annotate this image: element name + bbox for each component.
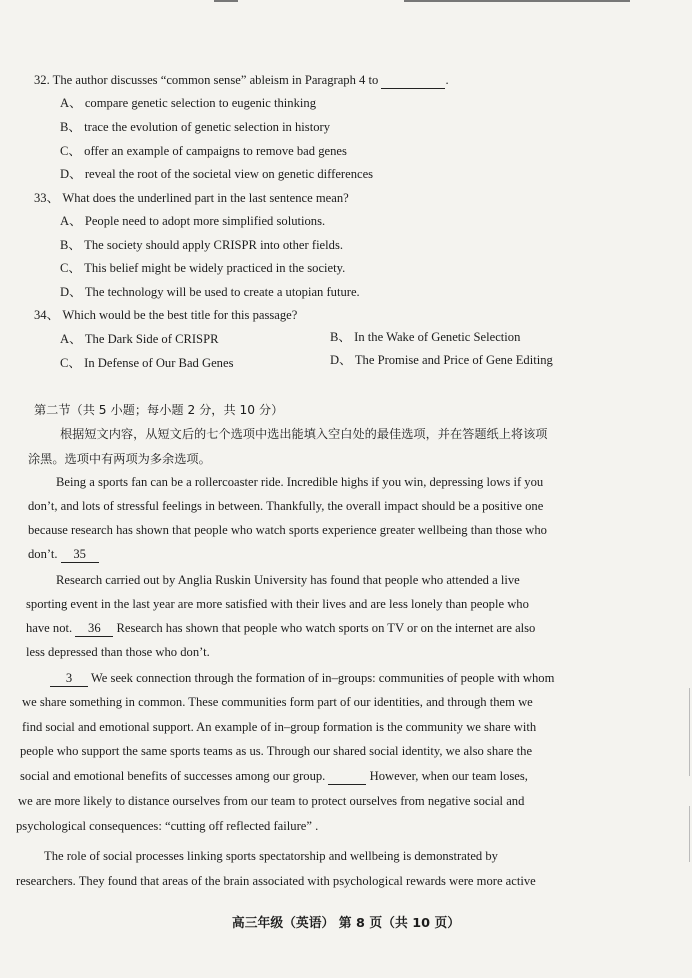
section-heading: 第二节（共 5 小题；每小题 2 分，共 10 分）	[34, 403, 284, 417]
passage-line: less depressed than those who don’t.	[26, 645, 210, 659]
question-34-option-a: A、 The Dark Side of CRISPR	[60, 332, 219, 346]
passage-line	[20, 768, 528, 785]
passage-line	[26, 620, 535, 637]
passage-line: because research has shown that people who watch sports experience greater wellbeing than those who	[28, 523, 547, 537]
question-34-stem: 34、 Which would be the best title for this passage?	[34, 308, 298, 322]
question-32-option-b: B、 trace the evolution of genetic selection in history	[60, 120, 330, 134]
question-34-option-b: B、 In the Wake of Genetic Selection	[330, 330, 521, 344]
question-33-stem: 33、 What does the underlined part in the last sentence mean?	[34, 191, 349, 205]
passage-line: don’t, and lots of stressful feelings in between. Thankfully, the overall impact should be a positive one	[28, 499, 544, 513]
question-32-option-a: A、 compare genetic selection to eugenic thinking	[60, 96, 316, 110]
question-33-option-c: C、 This belief might be widely practiced in the society.	[60, 261, 346, 275]
passage-text: However, when our team loses,	[369, 769, 528, 783]
scan-edge-line	[689, 806, 690, 862]
passage-line: people who support the same sports teams as us. Through our shared social identity, we also share the	[20, 744, 533, 758]
passage-line: sporting event in the last year are more satisfied with their lives and are less lonely than people who	[26, 597, 529, 611]
passage-line	[50, 670, 554, 687]
blank-38	[328, 768, 366, 785]
section-instruction-cont: 涂黑。选项中有两项为多余选项。	[28, 452, 211, 466]
passage-text: Research has shown that people who watch sports on TV or on the internet are also	[116, 621, 536, 635]
passage-line: we are more likely to distance ourselves from our team to protect ourselves from negative social and	[18, 794, 525, 808]
passage-line: find social and emotional support. An example of in–group formation is the community we share with	[22, 720, 537, 734]
blank-37: 3	[50, 670, 88, 687]
passage-line	[28, 546, 99, 563]
scan-edge-mark	[404, 0, 630, 2]
answer-blank	[381, 72, 445, 89]
blank-35: 35	[61, 546, 99, 563]
question-32-stem-text: 32. The author discusses “common sense” ableism in Paragraph 4 to	[34, 73, 379, 87]
blank-36: 36	[75, 620, 113, 637]
scan-edge-line	[689, 688, 690, 776]
question-34-option-c: C、 In Defense of Our Bad Genes	[60, 356, 234, 370]
question-32-option-d: D、 reveal the root of the societal view on genetic differences	[60, 167, 374, 181]
passage-line: we share something in common. These communities form part of our identities, and through them we	[22, 695, 533, 709]
passage-line: Being a sports fan can be a rollercoaster ride. Incredible highs if you win, depressing lows if you	[56, 475, 544, 489]
question-32-option-c: C、 offer an example of campaigns to remove bad genes	[60, 144, 347, 158]
page-footer: 高三年级（英语） 第 8 页（共 10 页）	[231, 916, 461, 931]
scan-edge-mark	[214, 0, 238, 2]
passage-line: researchers. They found that areas of the brain associated with psychological rewards were more active	[16, 874, 536, 888]
question-33-option-b: B、 The society should apply CRISPR into other fields.	[60, 238, 343, 252]
question-33-option-a: A、 People need to adopt more simplified solutions.	[60, 214, 326, 228]
question-32-stem	[34, 72, 449, 89]
question-33-option-d: D、 The technology will be used to create a utopian future.	[60, 285, 360, 299]
passage-text: don’t.	[28, 547, 58, 561]
passage-text: We seek connection through the formation of in–groups: communities of people with whom	[90, 671, 555, 685]
passage-text: have not.	[26, 621, 73, 635]
passage-line: The role of social processes linking sports spectatorship and wellbeing is demonstrated by	[44, 849, 498, 863]
stem-period: .	[445, 73, 449, 87]
passage-line: psychological consequences: “cutting off reflected failure” .	[16, 819, 319, 833]
passage-text: social and emotional benefits of successes among our group.	[20, 769, 326, 783]
question-34-option-d: D、 The Promise and Price of Gene Editing	[330, 353, 553, 367]
passage-line: Research carried out by Anglia Ruskin University has found that people who attended a live	[56, 573, 520, 587]
section-instruction: 根据短文内容，从短文后的七个选项中选出能填入空白处的最佳选项，并在答题纸上将该项	[60, 427, 548, 441]
